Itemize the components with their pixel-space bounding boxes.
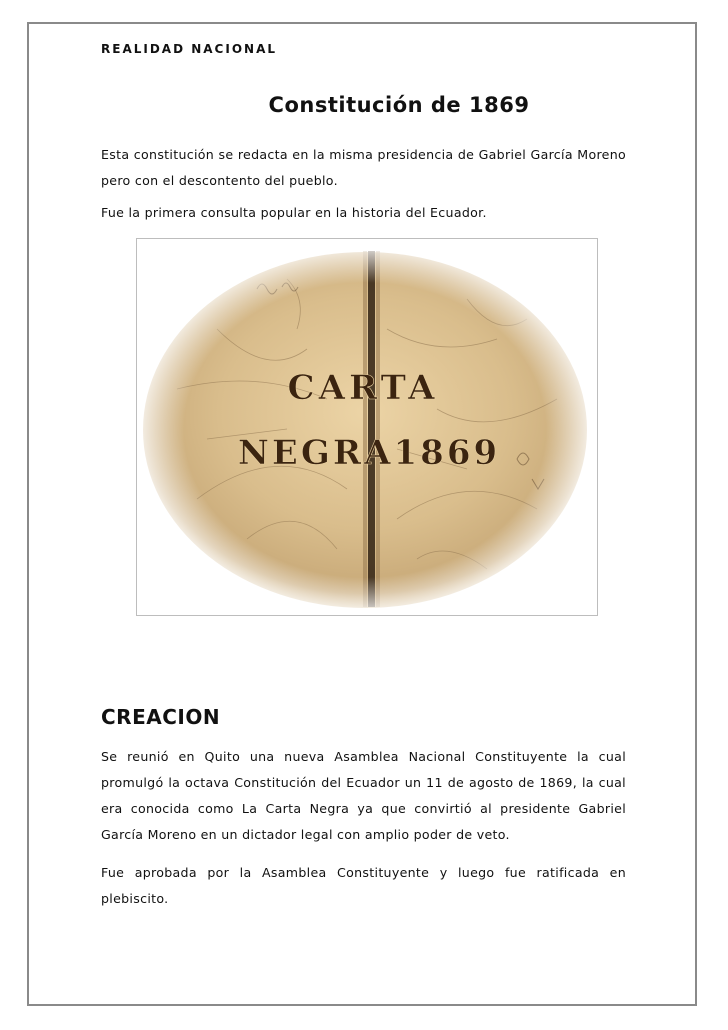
section-heading-creacion: CREACION [101, 705, 221, 729]
intro-paragraph-1: Esta constitución se redacta en la misma presidencia de Gabriel García Moreno pero con el descontento del pueblo. [101, 147, 626, 188]
creacion-paragraph-1: Se reunió en Quito una nueva Asamblea Nacional Constituyente la cual promulgó la octava Constitución del Ecuador un 11 de agosto de 1869, la cual era conocida como La Carta Negra ya que convirtió al presidente Gabriel García Moreno en un dictador legal con amplio poder de veto. [101, 749, 626, 842]
header-label: REALIDAD NACIONAL [101, 42, 278, 56]
negra-1869-text: NEGRA1869 [237, 433, 501, 473]
intro-paragraph-2: Fue la primera consulta popular en la historia del Ecuador. [101, 205, 487, 220]
book-cover-photo [139, 246, 591, 614]
carta-negra-image [136, 238, 598, 616]
creacion-paragraph-2: Fue aprobada por la Asamblea Constituyente y luego fue ratificada en plebiscito. [101, 865, 626, 906]
document-title: Constitución de 1869 [268, 93, 530, 117]
carta-text: CARTA [287, 368, 439, 408]
